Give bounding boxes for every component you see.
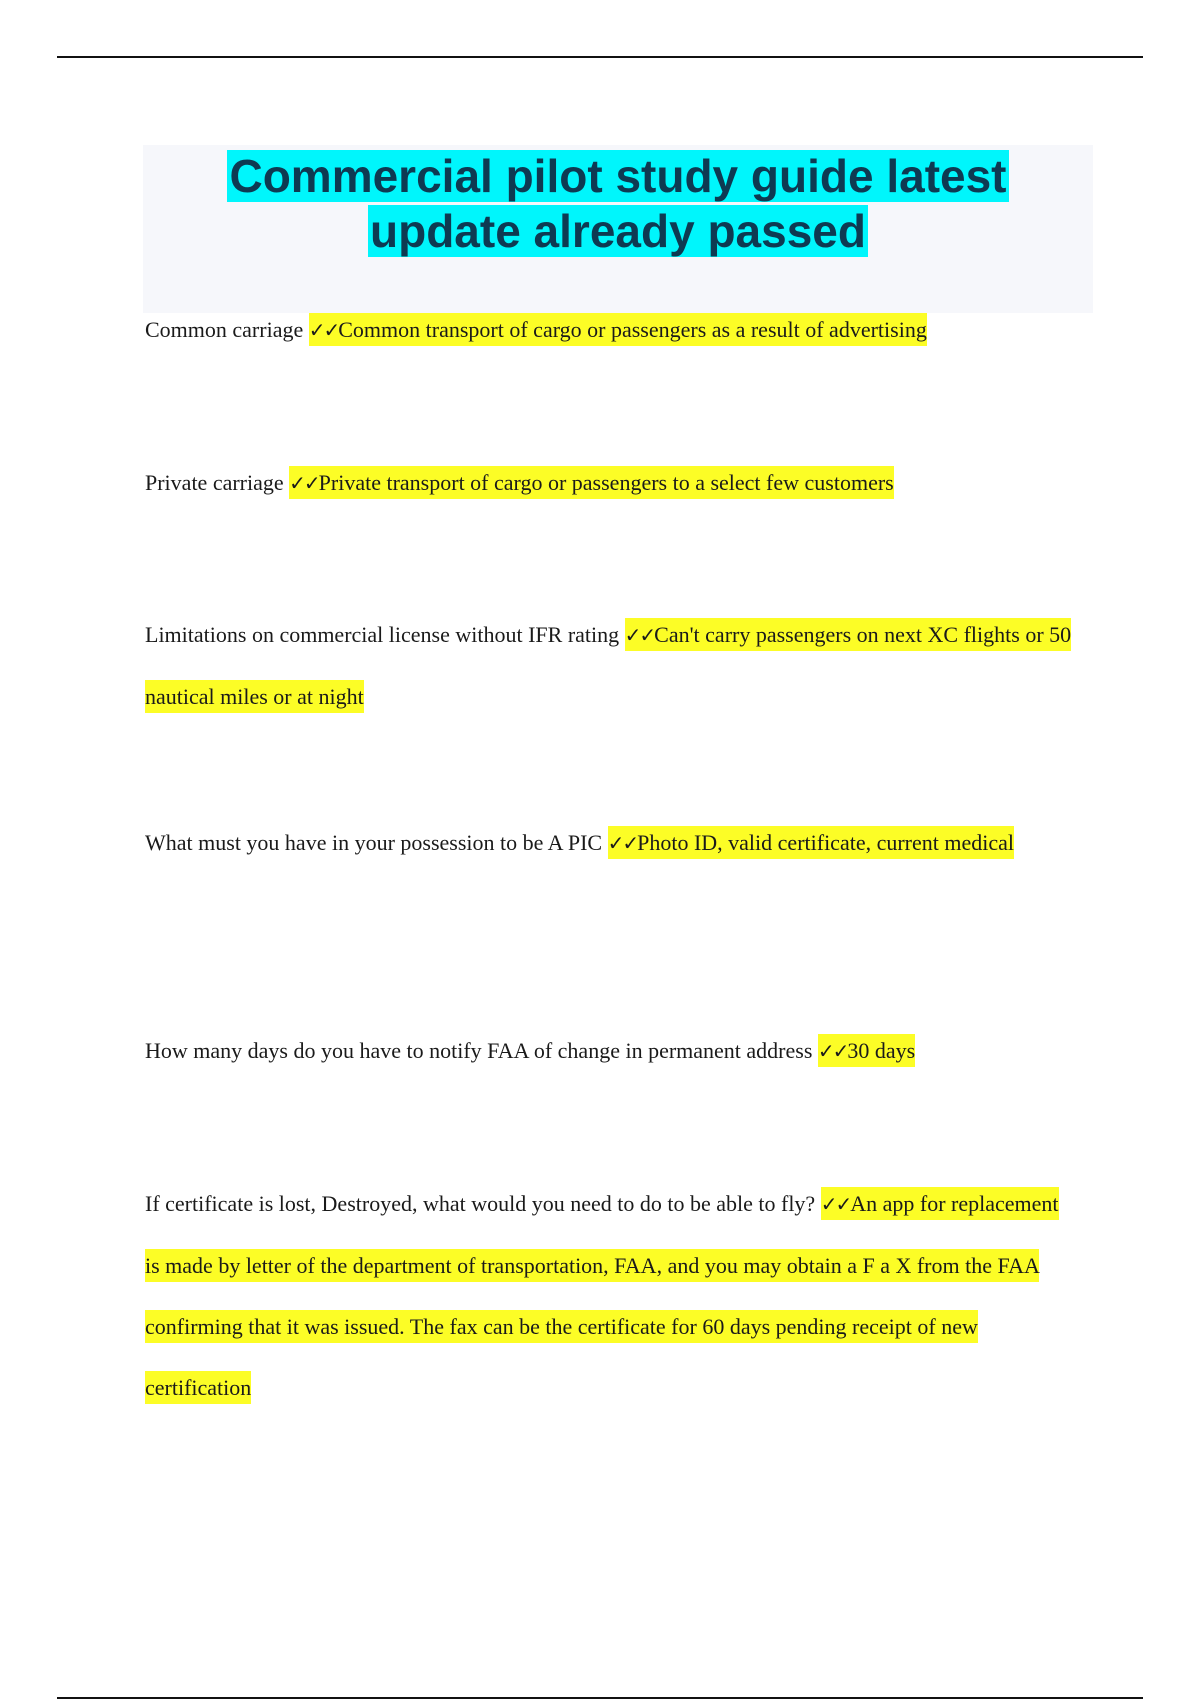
qa-entry — [145, 812, 1075, 874]
bottom-rule — [57, 1697, 1143, 1699]
double-check-icon: ✓✓ — [289, 471, 319, 495]
title-line-2: update already passed — [370, 205, 866, 257]
entry-answer — [289, 466, 894, 499]
entry-answer — [145, 1187, 1059, 1404]
entry-term: What must you have in your possession to be A PIC — [145, 830, 603, 855]
double-check-icon: ✓✓ — [817, 1039, 848, 1063]
entry-term: Common carriage — [145, 317, 304, 342]
entry-term: Private carriage — [145, 470, 284, 495]
double-check-icon: ✓✓ — [607, 831, 638, 855]
entry-answer — [309, 313, 927, 346]
qa-entry — [145, 1020, 1075, 1082]
entry-answer-text: Private transport of cargo or passengers to a select few customers — [318, 470, 894, 495]
entry-answer-text: 30 days — [847, 1038, 916, 1063]
entry-term: Limitations on commercial license without IFR rating — [145, 622, 620, 647]
top-rule — [57, 56, 1143, 58]
qa-entry — [145, 299, 1075, 361]
title-banner — [143, 145, 1093, 313]
entry-answer-text: Common transport of cargo or passengers as a result of advertising — [338, 317, 927, 342]
qa-entry — [145, 452, 1075, 514]
qa-entry — [145, 604, 1075, 727]
double-check-icon: ✓✓ — [820, 1192, 851, 1216]
entry-answer — [818, 1034, 915, 1067]
qa-entry — [145, 1173, 1075, 1418]
double-check-icon: ✓✓ — [624, 623, 655, 647]
entry-answer-text: Photo ID, valid certificate, current medical — [637, 830, 1015, 855]
entry-term: If certificate is lost, Destroyed, what would you need to do to be able to fly? — [145, 1191, 816, 1216]
title-line-1: Commercial pilot study guide latest — [229, 150, 1007, 202]
entry-term: How many days do you have to notify FAA of change in permanent address — [145, 1038, 813, 1063]
entry-answer-text: An app for replacement is made by letter of the department of transportation, FAA, and you may obtain a F a X from the FAA confirming that it was issued. The fax can be the certificate for 60 days pending receipt of new certification — [145, 1191, 1059, 1400]
entry-answer — [608, 826, 1014, 859]
entry-answer-text: Can't carry passengers on next XC flights or 50 nautical miles or at night — [145, 622, 1072, 709]
double-check-icon: ✓✓ — [308, 318, 339, 342]
page-title — [143, 145, 1093, 259]
